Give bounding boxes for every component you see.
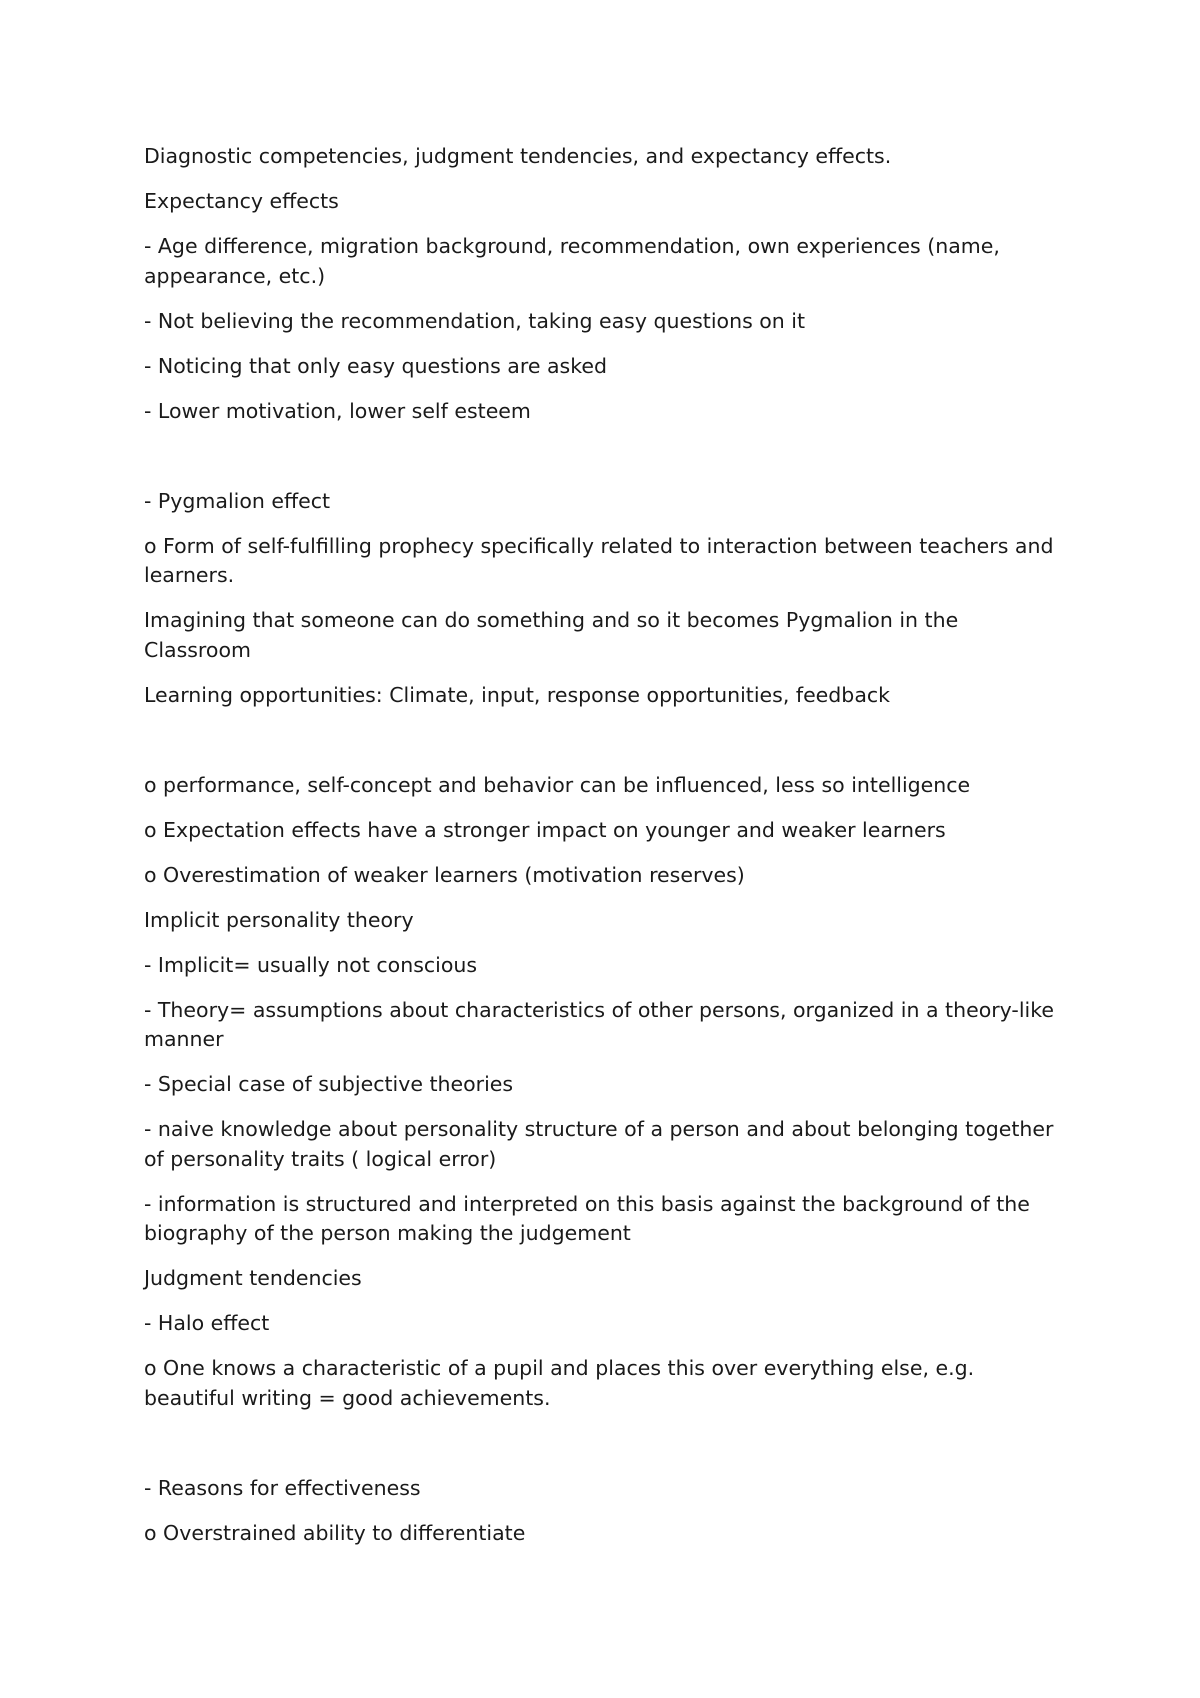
paragraph: - Lower motivation, lower self esteem: [144, 398, 531, 423]
paragraph: o Form of self-fulfilling prophecy specifically related to interaction between teachers and learners.: [144, 533, 1054, 587]
paragraph: - Noticing that only easy questions are asked: [144, 353, 607, 378]
paragraph: Imagining that someone can do something and so it becomes Pygmalion in the Classroom: [144, 608, 959, 662]
paragraph: o Overstrained ability to differentiate: [144, 1520, 526, 1545]
blank-line: [144, 726, 1064, 756]
paragraph: - Special case of subjective theories: [144, 1072, 514, 1096]
paragraph: Learning opportunities: Climate, input, response opportunities, feedback: [144, 682, 891, 707]
paragraph: - Theory= assumptions about characteristics of other persons, organized in a theory-like manner: [144, 997, 1054, 1051]
paragraph: - Implicit= usually not conscious: [144, 952, 478, 977]
paragraph: - Halo effect: [144, 1311, 270, 1335]
paragraph: - Reasons for effectiveness: [144, 1475, 421, 1500]
paragraph: - naive knowledge about personality structure of a person and about belonging together of personality traits ( logical error): [144, 1117, 1054, 1171]
paragraph: - Not believing the recommendation, taking easy questions on it: [144, 308, 806, 333]
paragraph: o Overestimation of weaker learners (motivation reserves): [144, 862, 745, 887]
section-heading-expectancy-effects: Expectancy effects: [144, 189, 339, 213]
section-heading-judgment-tendencies: Judgment tendencies: [144, 1266, 362, 1290]
document-body: [144, 142, 1064, 1564]
document-title: Diagnostic competencies, judgment tendencies, and expectancy effects.: [144, 144, 892, 168]
paragraph: - Pygmalion effect: [144, 488, 331, 513]
section-heading-implicit-personality-theory: Implicit personality theory: [144, 907, 414, 932]
paragraph: o performance, self-concept and behavior can be influenced, less so intelligence: [144, 772, 971, 797]
paragraph: - Age difference, migration background, recommendation, own experiences (name, appearance, etc.): [144, 234, 1000, 288]
blank-line: [144, 442, 1064, 472]
blank-line: [144, 1429, 1064, 1459]
paragraph: - information is structured and interpreted on this basis against the background of the biography of the person making the judgement: [144, 1191, 1030, 1245]
paragraph: o One knows a characteristic of a pupil and places this over everything else, e.g. beautiful writing = good achievements.: [144, 1356, 975, 1410]
paragraph: o Expectation effects have a stronger impact on younger and weaker learners: [144, 817, 946, 842]
